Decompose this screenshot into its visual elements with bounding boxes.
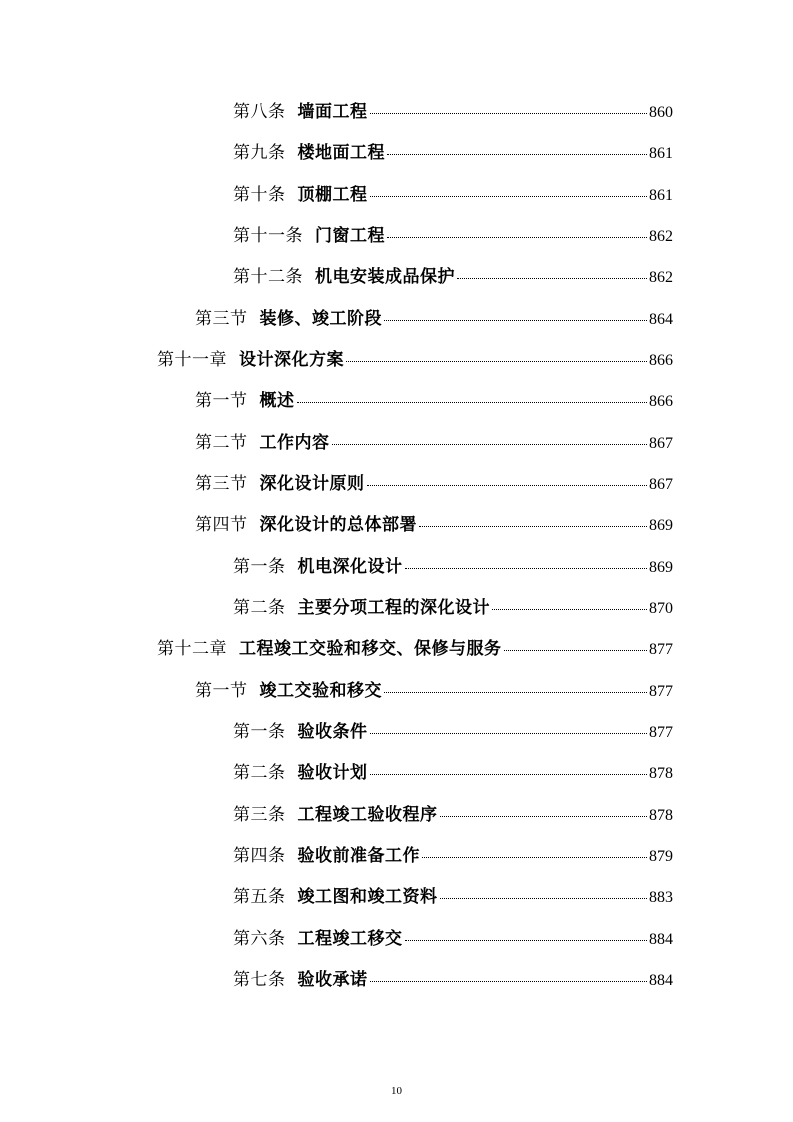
- toc-entry-title: 验收承诺: [297, 969, 368, 990]
- dot-leader: [332, 444, 648, 445]
- toc-entry[interactable]: [233, 138, 673, 162]
- dot-leader: [440, 816, 648, 817]
- dot-leader: [346, 361, 647, 362]
- toc-entry-page: 870: [649, 599, 673, 617]
- toc-entry-page: 860: [649, 104, 673, 121]
- toc-entry-title: 工作内容: [259, 432, 330, 453]
- toc-entry[interactable]: [233, 924, 673, 948]
- toc-entry[interactable]: [233, 882, 673, 906]
- toc-entry-title: 竣工交验和移交: [259, 680, 382, 701]
- toc-entry-page: 877: [649, 641, 673, 659]
- toc-entry-page: 883: [649, 889, 673, 907]
- dot-leader: [492, 609, 647, 610]
- toc-entry-page: 878: [649, 806, 673, 824]
- dot-leader: [419, 526, 647, 527]
- toc-entry-page: 861: [649, 145, 673, 163]
- toc-entry-title: 主要分项工程的深化设计: [297, 597, 490, 618]
- toc-entry-page: 879: [649, 847, 673, 865]
- dot-leader: [367, 485, 648, 486]
- toc-entry[interactable]: [195, 510, 673, 534]
- toc-entry-number: 第一节: [195, 391, 248, 412]
- toc-entry-page: 866: [649, 393, 673, 411]
- toc-entry-number: 第二节: [195, 432, 248, 453]
- toc-entry-page: 877: [649, 723, 673, 741]
- toc-entry-page: 884: [649, 930, 673, 948]
- dot-leader: [440, 898, 648, 899]
- toc-entry-number: 第九条: [233, 143, 286, 164]
- toc-entry-number: 第七条: [233, 969, 286, 990]
- toc-entry[interactable]: [195, 676, 673, 700]
- toc-entry[interactable]: [233, 180, 673, 204]
- dot-leader: [422, 857, 647, 858]
- toc-entry-title: 工程竣工验收程序: [297, 804, 438, 825]
- toc-entry-number: 第一节: [195, 680, 248, 701]
- toc-entry-number: 第二条: [233, 597, 286, 618]
- toc-entry-title: 机电安装成品保护: [315, 267, 455, 288]
- dot-leader: [384, 320, 647, 321]
- toc-entry-number: 第六条: [233, 928, 286, 949]
- toc-entry-number: 第三节: [195, 473, 248, 494]
- dot-leader: [370, 113, 648, 114]
- toc-entry-title: 工程竣工移交: [297, 928, 403, 949]
- toc-entry-page: 878: [649, 765, 673, 783]
- toc-entry-title: 概述: [259, 391, 295, 412]
- toc-entry[interactable]: [195, 304, 673, 328]
- toc-entry-page: 867: [649, 475, 673, 493]
- toc-entry[interactable]: [233, 221, 673, 245]
- dot-leader: [370, 196, 648, 197]
- toc-entry-title: 深化设计原则: [259, 473, 365, 494]
- toc-entry[interactable]: [233, 593, 673, 617]
- toc-entry-page: 864: [649, 310, 673, 328]
- dot-leader: [384, 692, 647, 693]
- toc-entry-page: 869: [649, 517, 673, 535]
- dot-leader: [387, 154, 647, 155]
- toc-entry[interactable]: [195, 428, 673, 452]
- toc-entry-title: 深化设计的总体部署: [259, 515, 417, 536]
- toc-entry-number: 第十条: [233, 184, 286, 205]
- toc-entry-title: 楼地面工程: [297, 143, 385, 164]
- toc-entry-title: 机电深化设计: [297, 556, 403, 577]
- toc-entry-title: 设计深化方案: [239, 349, 344, 370]
- toc-entry-page: 884: [649, 971, 673, 989]
- toc-entry-number: 第十一章: [157, 349, 227, 370]
- toc-entry-title: 装修、竣工阶段: [259, 308, 382, 329]
- toc-entry-number: 第四节: [195, 515, 248, 536]
- toc-entry-title: 验收条件: [297, 721, 368, 742]
- dot-leader: [370, 981, 648, 982]
- toc-entry[interactable]: [195, 386, 673, 410]
- toc-entry-number: 第三节: [195, 308, 248, 329]
- toc-entry-title: 顶棚工程: [297, 184, 368, 205]
- toc-entry-page: 866: [649, 351, 673, 369]
- dot-leader: [457, 278, 647, 279]
- toc-entry[interactable]: [195, 469, 673, 493]
- toc-entry[interactable]: [233, 758, 673, 782]
- dot-leader: [370, 733, 648, 734]
- toc-entry[interactable]: [233, 717, 673, 741]
- toc-entry-title: 工程竣工交验和移交、保修与服务: [239, 639, 502, 660]
- toc-entry-number: 第十一条: [233, 225, 303, 246]
- toc-entry-title: 验收计划: [297, 763, 368, 784]
- toc-entry-title: 门窗工程: [315, 225, 385, 246]
- toc-entry-page: 867: [649, 434, 673, 452]
- toc-entry[interactable]: [233, 262, 673, 286]
- dot-leader: [405, 940, 648, 941]
- dot-leader: [387, 237, 647, 238]
- toc-entry-number: 第十二章: [157, 639, 227, 660]
- toc-entry[interactable]: [233, 552, 673, 576]
- toc-entry-number: 第八条: [233, 102, 286, 122]
- page-number: 10: [391, 1085, 402, 1097]
- toc-entry-number: 第一条: [233, 556, 286, 577]
- toc-entry-number: 第十二条: [233, 267, 303, 288]
- toc-entry-number: 第二条: [233, 763, 286, 784]
- toc-entry-number: 第五条: [233, 887, 286, 908]
- dot-leader: [370, 774, 648, 775]
- toc-entry-page: 869: [649, 558, 673, 576]
- toc-entry[interactable]: [157, 345, 673, 369]
- dot-leader: [504, 650, 648, 651]
- dot-leader: [405, 568, 648, 569]
- toc-entry-title: 竣工图和竣工资料: [297, 887, 438, 908]
- toc-entry[interactable]: [233, 97, 673, 121]
- toc-entry-number: 第三条: [233, 804, 286, 825]
- toc-entry[interactable]: [233, 965, 673, 989]
- toc-entry-number: 第四条: [233, 845, 286, 866]
- toc-entry-page: 861: [649, 186, 673, 204]
- toc-entry[interactable]: [233, 841, 673, 865]
- toc-entry-page: 862: [649, 269, 673, 287]
- toc-entry[interactable]: [157, 634, 673, 658]
- toc-entry-page: 877: [649, 682, 673, 700]
- toc-entry-number: 第一条: [233, 721, 286, 742]
- toc-entry[interactable]: [233, 800, 673, 824]
- toc-entry-title: 墙面工程: [297, 102, 368, 122]
- toc-entry-title: 验收前准备工作: [297, 845, 420, 866]
- dot-leader: [297, 402, 648, 403]
- toc-entry-page: 862: [649, 227, 673, 245]
